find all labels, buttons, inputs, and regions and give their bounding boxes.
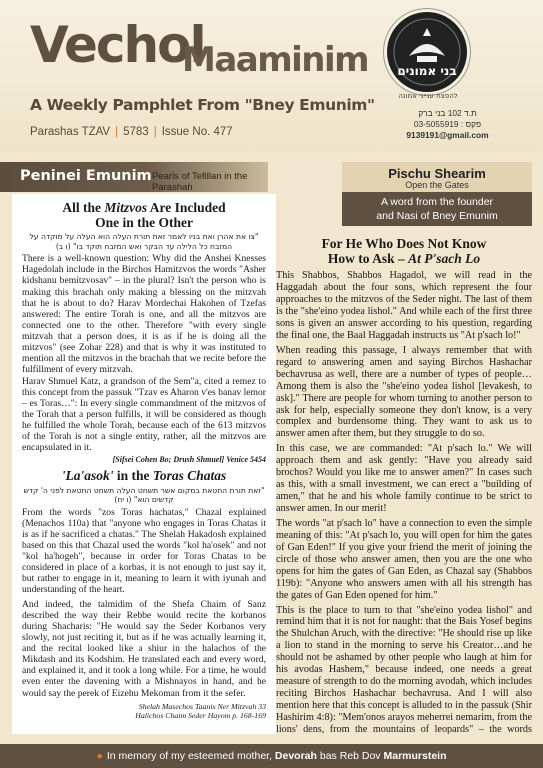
article-1-source: [Sifsei Cohen Bo; Drush Shmuel] Venice 5454 bbox=[112, 455, 266, 465]
article-2-source-a: Shelah Masechos Taanis Ner Mitzvah 33 bbox=[138, 701, 266, 711]
section-title-pischu: Pischu Shearim bbox=[388, 166, 486, 181]
contact-address: ת.ד 102 בני ברק bbox=[418, 108, 477, 118]
article-1-paragraph-2: Harav Shmuel Katz, a grandson of the Sem"a, cited a remez to this concept from the passuk "Tzav es Aharon v'es banav lemor – es Toras…": In every single commandment of the mitzvos of the Torah that a person fulfills, it will be considered as though he fulfilled the whole Torah, because each of the 613 mitzvos of the Torah is not a single entity, rather, all the mitzvos are encapsulated in it. bbox=[22, 375, 266, 454]
founder-paragraph-3: In this case, we are commanded: "At p'sach lo." We will approach them and ask gently: "Have you already said brochos? Would you like me to answer amen?" In cases such as this, with a small investment, we can erect a "building of amen," that he and his whole family continue to be strict to answer amen. In our merit! bbox=[276, 443, 532, 515]
founder-line-2: and Nasi of Bney Emunim bbox=[376, 210, 498, 223]
bney-emunim-logo bbox=[387, 12, 467, 92]
article-1-paragraph-1: There is a well-known question: Why did the Anshei Knesses Hagedolah include in the Birchos Hamitzvos the words "Asher kidshanu bemitzvosav" – in the plural? Isn't the person who is making this brachah only making a blessing on the mitzvah that he is about to do? Harav Mordechai Hakohen of Tzefas answered: The entire Torah is one, and all the mitzvos are connected one to the other. Therefore "with every single mitzvah that a person does, it is as if he is doing all the mitzvos" (see Zohar 228) and that is why it was instituted to mention all the mitzvos in the brachah that we recite before the fulfillment of every mitzvah. bbox=[22, 253, 266, 376]
contact-fax: 03-5055919 : פקס bbox=[413, 118, 482, 129]
dedication-footer bbox=[0, 744, 543, 768]
article-2-source-b: Halichos Chaim Seder Hayom p. 168-169 bbox=[135, 710, 266, 720]
founder-tab bbox=[342, 192, 532, 226]
founder-paragraph-2: When reading this passage, I always remember that with regard to answering amen and saying Birchos Hashachar bechavrusa as well, there are a number of types of people…Among them is also the "she'eino yodea lishol [levakesh, to ask]." There are people for whom turning to another person to ask for help, especially someone they don't know, is a very complex and burdensome thing. They want to ask us to answer amen after them, but they struggle to do so. bbox=[276, 344, 532, 440]
article-2-title: 'La'asok' in the Toras Chatas bbox=[61, 468, 227, 484]
founder-paragraph-1: This Shabbos, Shabbos Hagadol, we will read in the Haggadah about the four sons, which represent the four approaches to the mitzvos of the Seder night. The last of them is the "she'eino yodea lishol." And while each of the first three sons is given an answer according to his question, regarding the final one, the Baal Haggadah instructs us "At p'sach lo!" bbox=[276, 270, 532, 341]
logo-emblem-icon bbox=[387, 12, 467, 92]
founder-paragraph-4: The words "at p'sach lo" have a connection to even the simple meaning of this: "At p'sach lo, you will open for him the gates of Gan Eden!" If you give your friend the merit of joining the circle of those who answer amen, then you are the one who opens for him the gates of Gan Eden, as Chazal say (Shabbos 119b): "Anyone who answers amen with all his strength has the gates of Gan Eden opened for him." bbox=[276, 517, 532, 601]
contact-email: 9139191@gmail.com bbox=[406, 129, 489, 140]
year: 5783 bbox=[123, 126, 149, 138]
column-peninei-emunim bbox=[12, 194, 276, 734]
dedication-text-b: bas Reb Dov bbox=[319, 750, 381, 762]
logo-caption: להפצת ענייני אמונה bbox=[398, 92, 458, 100]
bullet-icon: ● bbox=[96, 750, 103, 762]
article-2-hebrew-verse: "זאת תורת החטאת במקום אשר תשחט העלה תשחט החטאת לפני ה' קדש קדשים הוא" (ו יח) bbox=[23, 485, 265, 505]
dedication-surname: Marmurstein bbox=[383, 750, 447, 762]
section-band-pischu bbox=[342, 162, 532, 192]
article-2-paragraph-2: And indeed, the talmidim of the Shefa Chaim of Sanz described the way their Rebbe would recite the korbanos during Shacharis: "He would say the Seder Korbanos very slowly, not just reciting it, but as if he was actually learning it, and the recital looked like a shiur in the halachos of the Mikdash and its Kodshim. He translated each and every word, and explained it, and it took a long while. For a time, he would even enter the davening with a Mishnayos in hand, and he would say the perek of Eizehu Mekoman from it the sefer. bbox=[22, 598, 266, 699]
contact-info bbox=[390, 108, 505, 141]
founder-article-title: For He Who Does Not Know How to Ask – At P'sach Lo bbox=[321, 236, 487, 267]
article-2-sources bbox=[22, 702, 266, 721]
masthead bbox=[0, 0, 543, 152]
section-band-peninei bbox=[0, 162, 268, 192]
founder-paragraph-5: This is the place to turn to that "she'eino yodea lishol" and remind him that it is not for naught: that the Bais Yosef begins the Shulchan Aruch, with the directive: "He should rise up like a lion to stand in the morning to serve his Creator…and he should not be ashamed by other people who laugh at him for his avodas Hashem," because indeed, one needs a great measure of strength to do the morning avodah, which includes reciting Birchos Hashachar bechavrusa. And I will also mention here that this concept is alluded to in the passuk (Shir Hashirim 4:8): "Mem'onos arayos meherrei nemarim, from the lions' dens, from the mountains of leopards" – the words bbox=[276, 604, 532, 734]
logo-hebrew-text: בני אמונים bbox=[397, 64, 457, 78]
article-1-hebrew-verse: "צו את אהרן ואת בניו לאמר זאת תורת העלה הוא העלה על מוקדה על המזבח כל הלילה עד הבקר ואש המזבח תוקד בו" (ו ב) bbox=[29, 232, 259, 251]
dedication-name: Devorah bbox=[274, 750, 317, 762]
article-1-title: All the Mitzvos Are Included One in the Other bbox=[62, 200, 226, 231]
brand-maaminim: Maaminim bbox=[182, 40, 369, 80]
issue-number: Issue No. 477 bbox=[161, 126, 233, 138]
issue-info: Parashas TZAV | 5783 | Issue No. 477 bbox=[30, 126, 233, 138]
section-title-peninei: Peninei Emunim bbox=[20, 168, 152, 184]
column-pischu-shearim bbox=[276, 228, 532, 734]
brand-vechol: Vechol bbox=[30, 16, 205, 74]
dedication-text-a: In memory of my esteemed mother, bbox=[106, 750, 272, 762]
parasha-name: Parashas TZAV bbox=[30, 126, 111, 138]
section-subtitle-peninei: Pearls of Tefillan in the Parashah bbox=[152, 171, 248, 193]
section-subtitle-pischu: Open the Gates bbox=[405, 180, 469, 190]
founder-line-1: A word from the founder bbox=[380, 196, 494, 208]
brand-subtitle: A Weekly Pamphlet From "Bney Emunim" bbox=[30, 96, 375, 114]
article-2-paragraph-1: From the words "zos Toras hachatas," Chazal explained (Menachos 110a) that "anyone who engages in Toras Chatas it is as if he sacrificed a chatas." The Shelah Hakadosh explained based on this that Chazal used the words "kol ha'osek" and not "kol ha'hogeh", because in order for Toras Chatas to be considered in place of a korbas, it is not enough to just say it, but rather to engage in it, meaning to learn it with iyunah and understanding of the heart. bbox=[22, 506, 266, 596]
